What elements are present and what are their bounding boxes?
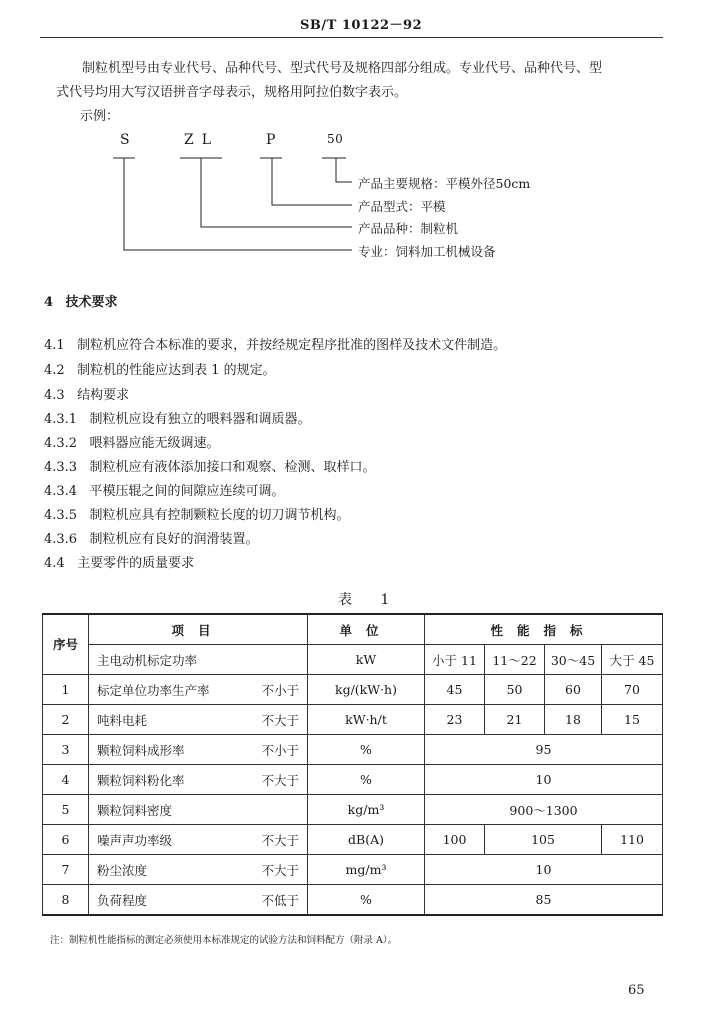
power-unit: kW <box>308 645 425 675</box>
row-unit: dB(A) <box>308 825 425 855</box>
row-unit: % <box>308 735 425 765</box>
intro-line-1: 制粒机型号由专业代号、品种代号、型式代号及规格四部分组成。专业代号、品种代号、型 <box>82 61 603 76</box>
table-row <box>43 675 663 705</box>
row-seq: 2 <box>43 705 89 735</box>
row-value: 95 <box>425 735 663 765</box>
clause-4-4: 4.4 主要零件的质量要求 <box>44 556 195 571</box>
intro-line-2: 式代号均用大写汉语拼音字母表示，规格用阿拉伯数字表示。 <box>56 85 408 100</box>
row-seq: 5 <box>43 795 89 825</box>
table-row <box>43 705 663 735</box>
clause-4-3-3: 4.3.3 制粒机应有液体添加接口和观察、检测、取样口。 <box>44 460 376 475</box>
legend-variety: 产品品种：制粒机 <box>358 221 459 236</box>
table-row <box>43 765 663 795</box>
legend-specialty: 专业：饲料加工机械设备 <box>358 244 496 259</box>
code-spec: 50 <box>327 132 344 146</box>
clause-4-2: 4.2 制粒机的性能应达到表 1 的规定。 <box>44 363 276 378</box>
table-row <box>43 735 663 765</box>
clause-4-3-5: 4.3.5 制粒机应具有控制颗粒长度的切刀调节机构。 <box>44 508 350 523</box>
clause-4-3: 4.3 结构要求 <box>44 388 130 403</box>
header-seq: 序号 <box>43 614 89 675</box>
legend-type: 产品型式：平模 <box>358 199 446 214</box>
header-item: 项目 <box>89 614 308 645</box>
row-seq: 8 <box>43 885 89 916</box>
row-seq: 4 <box>43 765 89 795</box>
row-value: 60 <box>545 675 602 705</box>
example-label: 示例： <box>80 109 120 124</box>
clause-4-1: 4.1 制粒机应符合本标准的要求，并按经规定程序批准的图样及技术文件制造。 <box>44 338 507 353</box>
table-note: 注：制粒机性能指标的测定必须使用本标准规定的试验方法和饲料配方（附录 A）。 <box>50 935 398 946</box>
row-item: 吨料电耗 不大于 <box>89 705 308 735</box>
clause-4-3-6: 4.3.6 制粒机应有良好的润滑装置。 <box>44 532 259 547</box>
document-code: SB/T 10122－92 <box>300 18 423 33</box>
row-value: 110 <box>602 825 663 855</box>
row-seq: 7 <box>43 855 89 885</box>
row-item: 负荷程度 不低于 <box>89 885 308 916</box>
power-row <box>43 645 663 675</box>
code-specialty: S <box>120 132 131 148</box>
row-unit: % <box>308 885 425 916</box>
row-item: 标定单位功率生产率 不小于 <box>89 675 308 705</box>
row-value: 10 <box>425 765 663 795</box>
table-row <box>43 885 663 916</box>
row-item: 噪声声功率级 不大于 <box>89 825 308 855</box>
row-unit: % <box>308 765 425 795</box>
code-type: P <box>266 132 276 148</box>
row-unit: kW·h/t <box>308 705 425 735</box>
row-unit: mg/m³ <box>308 855 425 885</box>
row-value: 18 <box>545 705 602 735</box>
clause-4-3-4: 4.3.4 平模压辊之间的间隙应连续可调。 <box>44 484 285 499</box>
clause-4-3-2: 4.3.2 喂料器应能无级调速。 <box>44 436 220 451</box>
table-row <box>43 795 663 825</box>
row-value: 15 <box>602 705 663 735</box>
header-unit: 单位 <box>308 614 425 645</box>
page-number: 65 <box>628 983 645 998</box>
table-row <box>43 825 663 855</box>
header-performance: 性能指标 <box>425 614 663 645</box>
table-header-row <box>43 614 663 645</box>
row-value: 10 <box>425 855 663 885</box>
row-value: 85 <box>425 885 663 916</box>
row-item: 颗粒饲料成形率 不小于 <box>89 735 308 765</box>
performance-table <box>42 613 663 916</box>
row-value: 45 <box>425 675 485 705</box>
row-value: 70 <box>602 675 663 705</box>
row-value: 21 <box>485 705 545 735</box>
legend-spec: 产品主要规格：平模外径50cm <box>358 176 531 191</box>
section-heading <box>44 291 117 310</box>
row-item: 颗粒饲料密度 <box>89 795 308 825</box>
power-range-3: 30～45 <box>545 645 602 675</box>
row-seq: 1 <box>43 675 89 705</box>
row-value: 900～1300 <box>425 795 663 825</box>
power-range-2: 11～22 <box>485 645 545 675</box>
section-number: 4 <box>44 295 54 310</box>
row-value: 50 <box>485 675 545 705</box>
table-row <box>43 855 663 885</box>
row-value: 23 <box>425 705 485 735</box>
row-item: 颗粒饲料粉化率 不大于 <box>89 765 308 795</box>
row-value: 105 <box>485 825 602 855</box>
section-title: 技术要求 <box>65 295 118 310</box>
row-unit: kg/m³ <box>308 795 425 825</box>
row-unit: kg/(kW·h) <box>308 675 425 705</box>
row-item: 粉尘浓度 不大于 <box>89 855 308 885</box>
row-seq: 3 <box>43 735 89 765</box>
row-value: 100 <box>425 825 485 855</box>
model-code-diagram <box>0 0 709 270</box>
table-caption: 表 1 <box>338 592 402 608</box>
power-item: 主电动机标定功率 <box>89 645 308 675</box>
power-range-1: 小于 11 <box>425 645 485 675</box>
power-range-4: 大于 45 <box>602 645 663 675</box>
code-variety: ZL <box>184 132 220 148</box>
row-seq: 6 <box>43 825 89 855</box>
clause-4-3-1: 4.3.1 制粒机应设有独立的喂料器和调质器。 <box>44 412 311 427</box>
